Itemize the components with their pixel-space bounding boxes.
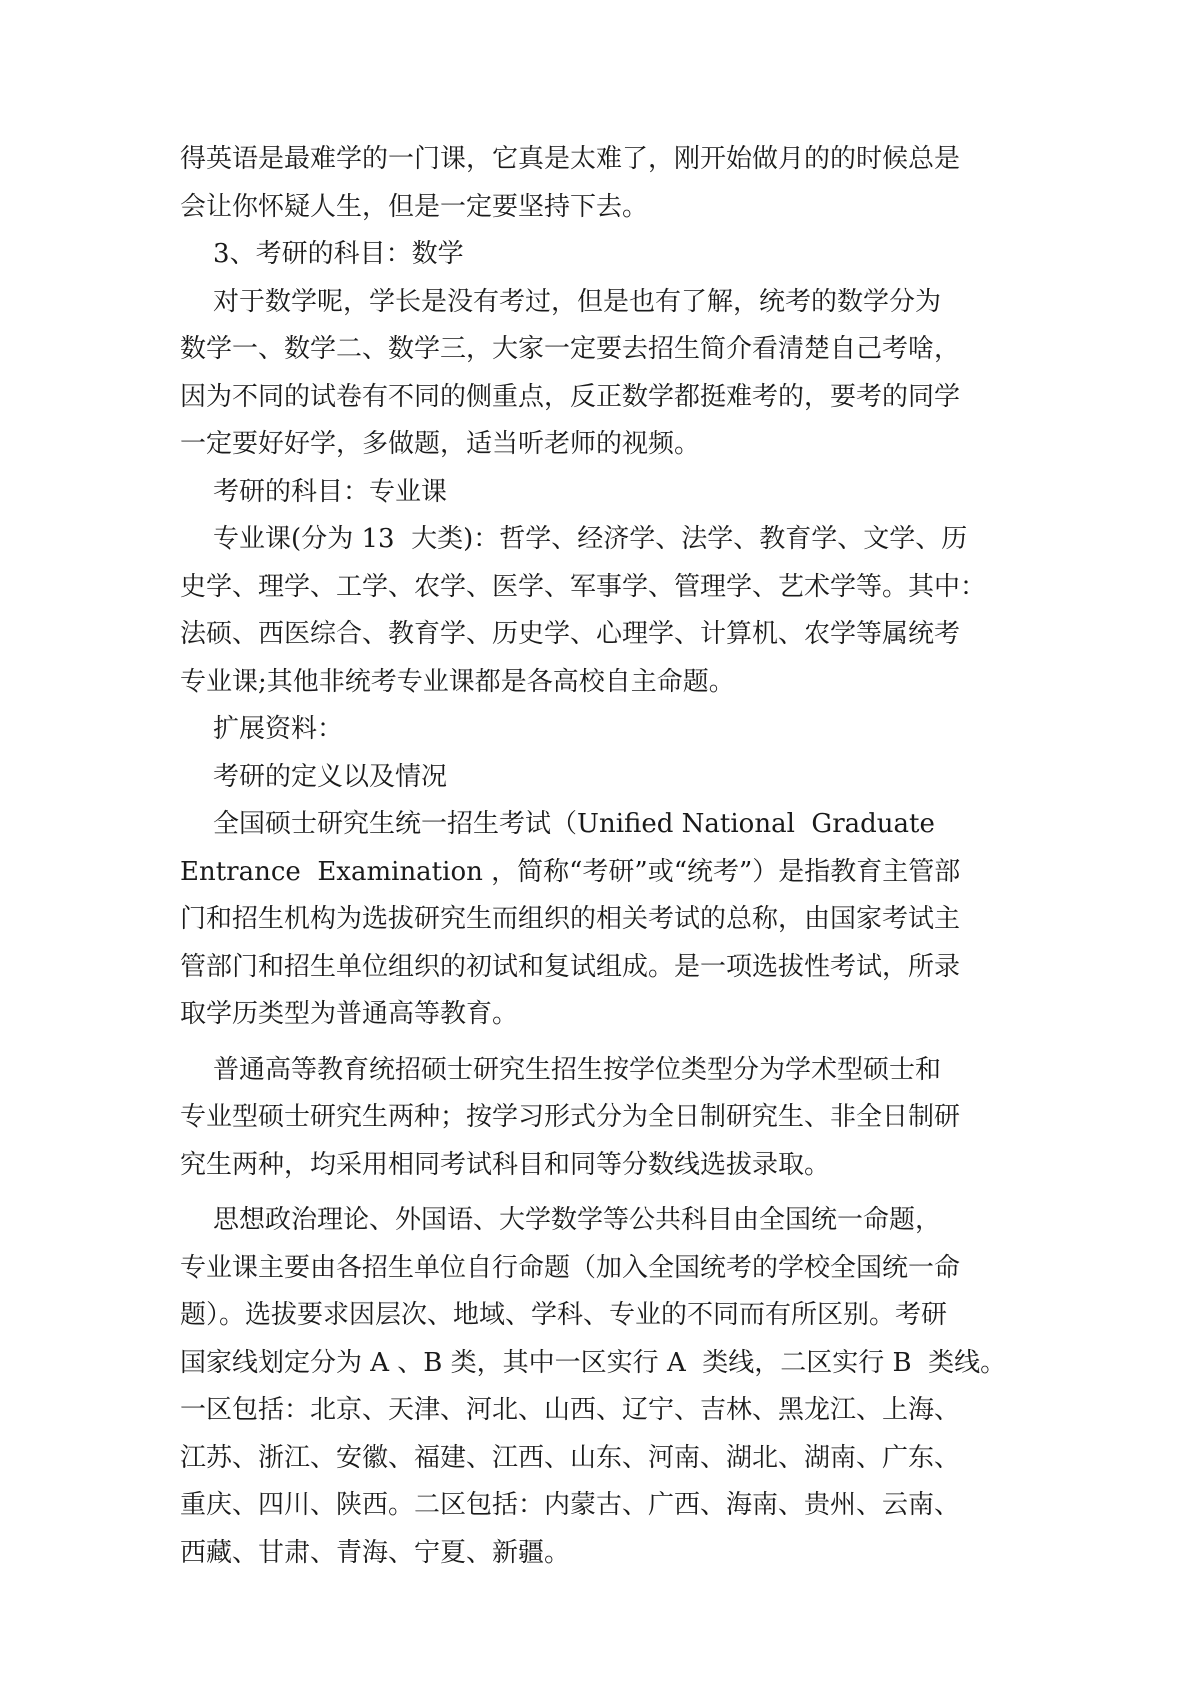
document-body <box>180 136 1010 1577</box>
section-heading-extended: 扩展资料： <box>180 714 344 744</box>
text-line: 数学一、数学二、数学三，大家一定要去招生简介看清楚自己考啥， <box>180 334 961 364</box>
text-line: 法硕、西医综合、教育学、历史学、心理学、计算机、农学等属统考 <box>180 619 961 649</box>
text-line: 专业课主要由各招生单位自行命题（加入全国统考的学校全国统一命 <box>180 1252 961 1283</box>
text-line: 一区包括：北京、天津、河北、山西、辽宁、吉林、黑龙江、上海、 <box>180 1395 961 1425</box>
text-line: 取学历类型为普通高等教育。 <box>180 999 519 1029</box>
text-line: 专业型硕士研究生两种；按学习形式分为全日制研究生、非全日制研 <box>180 1102 961 1132</box>
section-heading-major: 考研的科目：专业课 <box>180 476 448 507</box>
text-line: 普通高等教育统招硕士研究生招生按学位类型分为学术型硕士和 <box>180 1054 942 1085</box>
text-line: 因为不同的试卷有不同的侧重点，反正数学都挺难考的，要考的同学 <box>180 381 961 412</box>
text-line: 对于数学呢，学长是没有考过，但是也有了解，统考的数学分为 <box>180 286 942 317</box>
text-line: 专业课;其他非统考专业课都是各高校自主命题。 <box>180 666 735 697</box>
text-line: 管部门和招生单位组织的初试和复试组成。是一项选拔性考试，所录 <box>180 951 961 982</box>
text-line: 题）。选拔要求因层次、地域、学科、专业的不同而有所区别。考研 <box>180 1300 948 1330</box>
text-line: 得英语是最难学的一门课，它真是太难了，刚开始做月的的时候总是 <box>180 144 961 174</box>
text-line: 重庆、四川、陕西。二区包括：内蒙古、广西、海南、贵州、云南、 <box>180 1490 961 1520</box>
section-heading-definition: 考研的定义以及情况 <box>180 761 448 792</box>
text-line: 究生两种，均采用相同考试科目和同等分数线选拔录取。 <box>180 1149 831 1180</box>
text-line: 江苏、浙江、安徽、福建、江西、山东、河南、湖北、湖南、广东、 <box>180 1442 961 1473</box>
text-line: 西藏、甘肃、青海、宁夏、新疆。 <box>180 1537 571 1568</box>
text-line: 专业课(分为 13 大类)：哲学、经济学、法学、教育学、文学、历 <box>180 524 968 554</box>
paragraph-gap <box>180 1039 1010 1047</box>
paragraph-gap <box>180 1189 1010 1197</box>
text-line: 一定要好好学，多做题，适当听老师的视频。 <box>180 429 701 459</box>
text-line: 全国硕士研究生统一招生考试（Unified National Graduate <box>180 809 935 839</box>
text-line: 会让你怀疑人生，但是一定要坚持下去。 <box>180 191 649 222</box>
section-heading-math: 3、考研的科目：数学 <box>180 239 464 269</box>
text-line: 门和招生机构为选拔研究生而组织的相关考试的总称，由国家考试主 <box>180 904 961 934</box>
text-line: Entrance Examination ，简称“考研”或“统考”）是指教育主管部 <box>180 856 961 887</box>
text-line: 国家线划定分为 A 、B 类，其中一区实行 A 类线，二区实行 B 类线。 <box>180 1347 1007 1378</box>
text-line: 思想政治理论、外国语、大学数学等公共科目由全国统一命题， <box>180 1205 942 1235</box>
text-line: 史学、理学、工学、农学、医学、军事学、管理学、艺术学等。其中： <box>180 571 987 602</box>
